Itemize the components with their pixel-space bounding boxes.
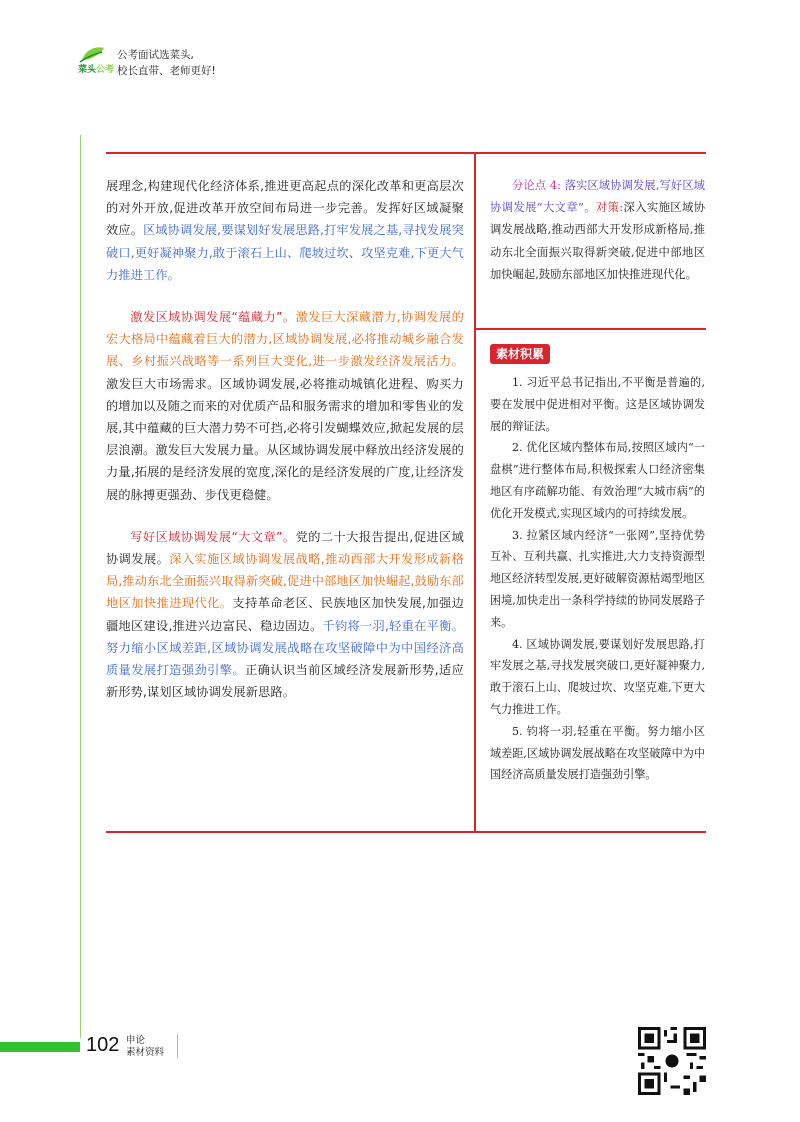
policy-label: 对策: [595,201,624,215]
logo-text: 菜头公考 [78,65,115,75]
slogan-line-2: 校长直带、老师更好! [117,65,216,77]
qr-code-icon[interactable] [638,1027,706,1095]
section-title: 写好区域协调发展“大文章”。 [130,529,296,544]
section-title: 激发区域协调发展“蕴藏力”。 [130,310,296,325]
list-item: 2. 优化区域内整体布局,按照区域内“一盘棋”进行整体布局,积极探索人口经济密集地区有序疏解功能、有效治理“大城市病”的优化开发模式,实现区域内的可持续发展。 [490,441,705,520]
bottom-red-rule [106,831,706,833]
material-list [490,372,705,786]
slogan [117,47,216,79]
list-item: 4. 区域协调发展,要谋划好发展思路,打牢发展之基,寻找发展突破口,更好凝神聚力,敢于滚石上山、爬坡过坎、攻坚克难,下更大气力推进工作。 [490,637,705,716]
left-column [106,175,464,703]
footer-divider [177,1034,178,1058]
point-title: 落实区域协调发展,写好区域协调发展“大文章”。 [490,179,706,215]
slogan-line-1: 公考面试选菜头, [117,49,194,61]
footer-label: 申论 素材资料 [126,1035,165,1058]
sub-argument-block [490,175,705,286]
right-section-rule [476,328,706,330]
paragraph-3: 写好区域协调发展“大文章”。党的二十大报告提出,促进区域协调发展。深入实施区域协调发展战略,推动西部大开发形成新格局,推动东北全面振兴取得新突破,促进中部地区加快崛起,鼓励东部地区加快推进现代化。支持革命老区、民族地区加快发展,加强边疆地区建设,推进兴边富民、稳边固边。千钧将一羽,轻重在平衡。努力缩小区域差距,区域协调发展战略在攻坚破障中为中国经济高质量发展打造强劲引擎。正确认识当前区域经济发展新形势,适应新形势,谋划区域协调发展新思路。 [106,529,464,700]
list-item: 5. 钧将一羽,轻重在平衡。努力缩小区域差距,区域协调发展战略在攻坚破障中为中国经济高质量发展打造强劲引擎。 [490,724,705,782]
list-item: 1. 习近平总书记指出,不平衡是普遍的,要在发展中促进相对平衡。这是区域协调发展的辩证法。 [490,376,705,433]
page-number: 102 [86,1034,120,1056]
list-item: 3. 拉紧区域内经济“一张网”,坚持优势互补、互利共赢、扎实推进,大力支持资源型地区经济转型发展,更好破解资源枯竭型地区困境,加快走出一条科学持续的协同发展路子来。 [490,528,705,629]
paragraph-1: 展理念,构建现代化经济体系,推进更高起点的深化改革和更高层次的对外开放,促进改革开放空间布局进一步完善。发挥好区域凝聚效应。区域协调发展,要谋划好发展思路,打牢发展之基,寻找发展突破口,更好凝神聚力,敢于滚石上山、爬坡过坎、攻坚克难,下更大气力推进工作。 [106,179,464,282]
left-margin-line [80,135,81,1038]
material-badge: 素材积累 [490,344,550,364]
paragraph-2: 激发区域协调发展“蕴藏力”。激发巨大深藏潜力,协调发展的宏大格局中蕴藏着巨大的潜力,区域协调发展,必将推动城乡融合发展、乡村振兴战略等一系列巨大变化,进一步激发经济发展活力。激发巨大市场需求。区域协调发展,必将推动城镇化进程、购买力的增加以及随之而来的对优质产品和服务需求的增加和零售业的发展,其中蕴藏的巨大潜力势不可挡,必将引发蝴蝶效应,掀起发展的层层浪潮。激发巨大发展力量。从区域协调发展中释放出经济发展的力量,拓展的是经济发展的宽度,深化的是经济发展的广度,让经济发展的脉搏更强劲、步伐更稳健。 [106,310,464,502]
page-bar [0,1042,80,1052]
column-divider [474,152,476,833]
top-red-rule [106,152,706,154]
point-label: 分论点 4: [512,179,561,192]
policy-text: 深入实施区域协调发展战略,推动西部大开发形成新格局,推动东北全面振兴取得新突破,促进中部地区加快崛起,鼓励东部地区加快推进现代化。 [490,201,705,281]
